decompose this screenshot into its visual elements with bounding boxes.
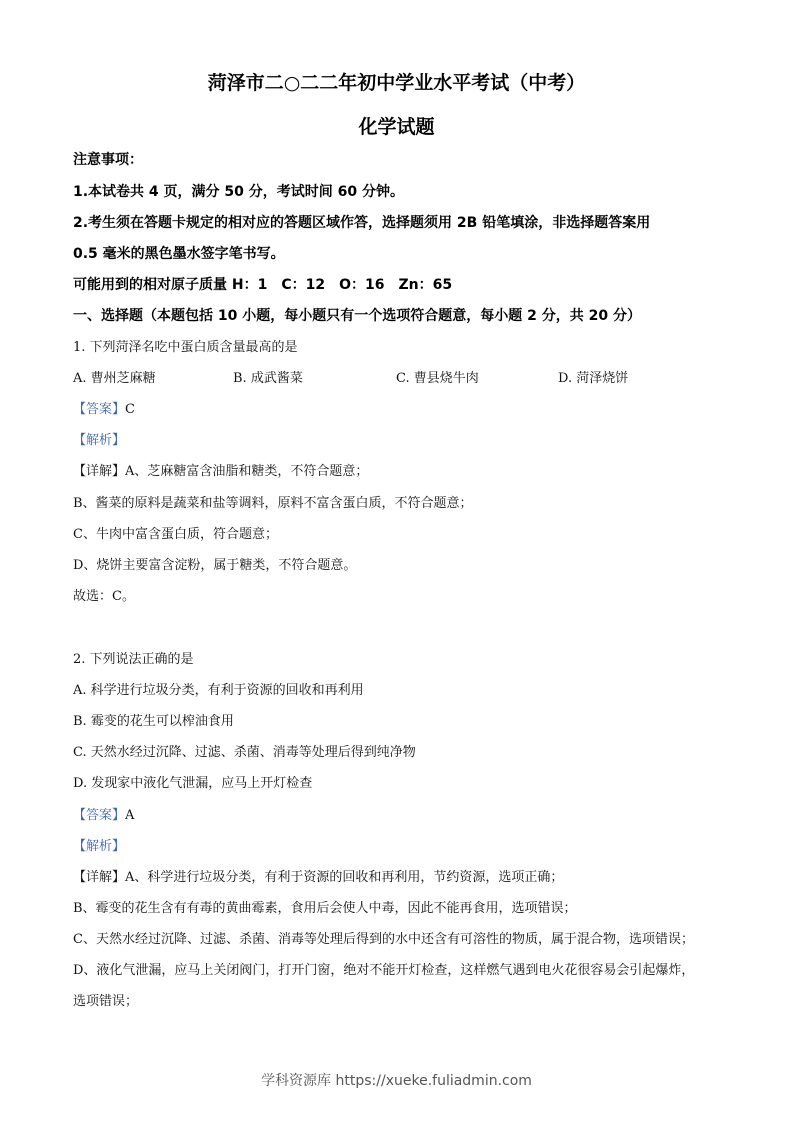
question-2-detail-line: D、液化气泄漏，应马上关闭阀门，打开门窗，绝对不能开灯检查，这样燃气遇到电火花很容易会引起爆炸， bbox=[73, 963, 695, 978]
answer-value: C bbox=[125, 402, 135, 417]
answer-value: A bbox=[125, 808, 135, 823]
question-1-detail-line: D、烧饼主要富含淀粉，属于糖类，不符合题意。 bbox=[73, 558, 357, 573]
question-2-detail-line: 【详解】A、科学进行垃圾分类，有利于资源的回收和再利用，节约资源，选项正确； bbox=[73, 870, 564, 885]
notice-item-2-line-1: 2.考生须在答题卡规定的相对应的答题区域作答，选择题须用 2B 铅笔填涂，非选择题答案用 bbox=[73, 215, 651, 231]
section-heading: 一、选择题（本题包括 10 小题，每小题只有一个选项符合题意，每小题 2 分，共 20 分） bbox=[73, 308, 641, 324]
question-2-analysis-label: 【解析】 bbox=[73, 839, 126, 854]
question-1-option-d: D. 菏泽烧饼 bbox=[558, 371, 629, 386]
question-1-detail-line: C、牛肉中富含蛋白质，符合题意； bbox=[73, 527, 278, 542]
question-1-option-c: C. 曹县烧牛肉 bbox=[396, 371, 479, 386]
page-subtitle: 化学试题 bbox=[358, 116, 435, 138]
question-1-analysis-label: 【解析】 bbox=[73, 433, 126, 448]
question-2-detail-line: B、霉变的花生含有有毒的黄曲霉素，食用后会使人中毒，因此不能再食用，选项错误； bbox=[73, 901, 577, 916]
question-1-answer bbox=[73, 400, 733, 420]
question-2-stem: 2. 下列说法正确的是 bbox=[73, 652, 194, 667]
answer-label: 【答案】 bbox=[73, 808, 126, 823]
answer-label: 【答案】 bbox=[73, 402, 126, 417]
question-1-option-a: A. 曹州芝麻糖 bbox=[73, 371, 156, 386]
notice-heading: 注意事项： bbox=[73, 152, 143, 168]
question-2-detail-line: C、天然水经过沉降、过滤、杀菌、消毒等处理后得到的水中还含有可溶性的物质，属于混合物，选项错误； bbox=[73, 932, 694, 947]
question-1-option-b: B. 成武酱菜 bbox=[233, 371, 303, 386]
question-2-answer bbox=[73, 806, 733, 826]
question-1-detail-line: B、酱菜的原料是蔬菜和盐等调料，原料不富含蛋白质，不符合题意； bbox=[73, 496, 473, 511]
question-1-conclusion: 故选：C。 bbox=[73, 589, 135, 604]
notice-item-1: 1.本试卷共 4 页，满分 50 分，考试时间 60 分钟。 bbox=[73, 184, 405, 200]
notice-item-2-line-2: 0.5 毫米的黑色墨水签字笔书写。 bbox=[73, 246, 285, 262]
question-2-detail-line: 选项错误； bbox=[73, 994, 139, 1009]
question-2-option-b: B. 霉变的花生可以榨油食用 bbox=[73, 714, 234, 729]
atomic-mass-line: 可能用到的相对原子质量 H：1 C：12 O：16 Zn：65 bbox=[73, 277, 453, 293]
question-1-stem: 1. 下列菏泽名吃中蛋白质含量最高的是 bbox=[73, 340, 298, 355]
question-2-option-d: D. 发现家中液化气泄漏，应马上开灯检查 bbox=[73, 776, 313, 791]
question-1-detail-line: 【详解】A、芝麻糖富含油脂和糖类，不符合题意； bbox=[73, 464, 369, 479]
footer-source: 学科资源库 https://xueke.fuliadmin.com bbox=[261, 1073, 532, 1089]
question-2-option-c: C. 天然水经过沉降、过滤、杀菌、消毒等处理后得到纯净物 bbox=[73, 745, 416, 760]
question-2-option-a: A. 科学进行垃圾分类，有利于资源的回收和再利用 bbox=[73, 683, 364, 698]
page-title: 菏泽市二○二二年初中学业水平考试（中考） bbox=[207, 72, 586, 94]
